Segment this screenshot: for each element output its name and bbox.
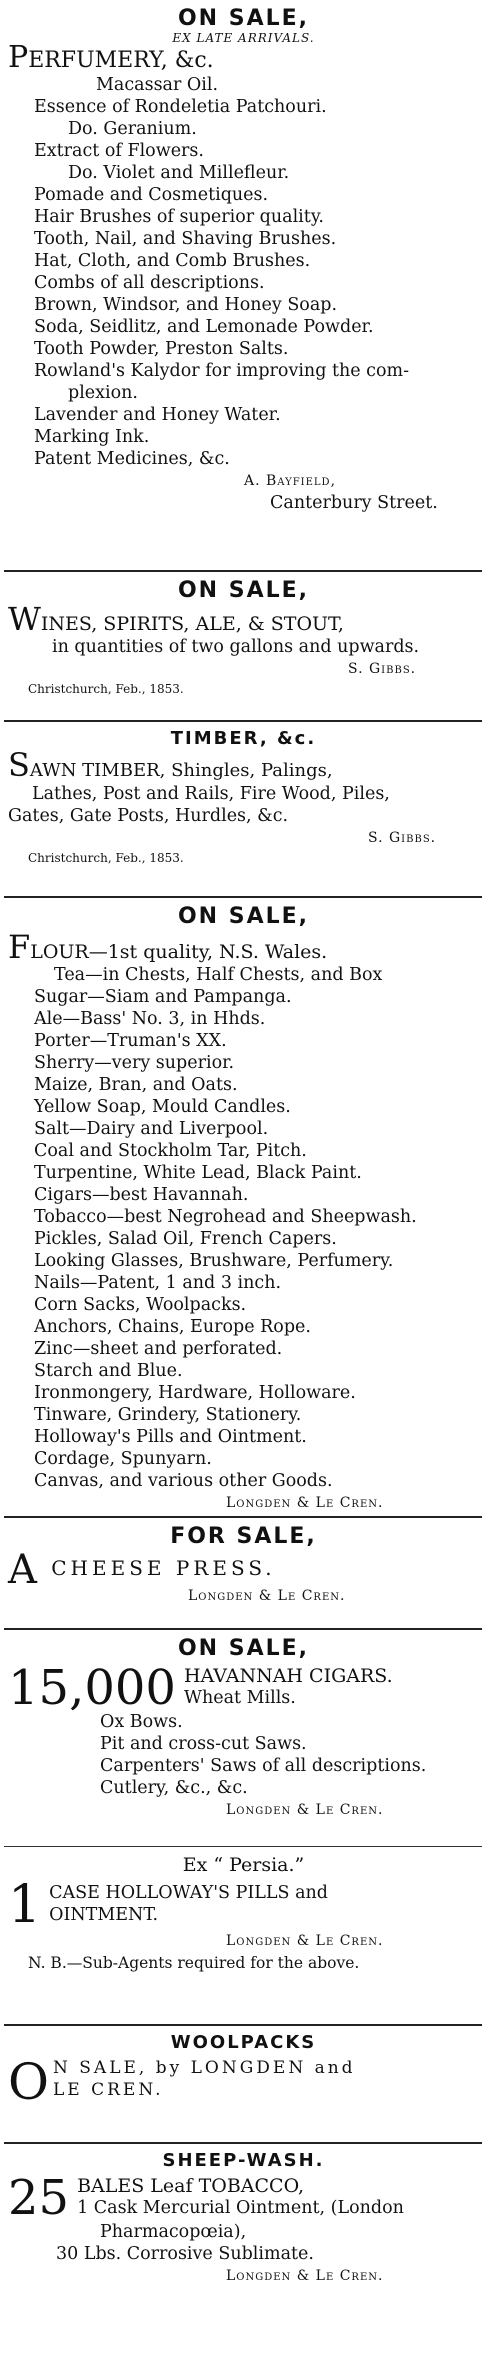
wines-quantity: in quantities of two gallons and upwards. [52,637,420,657]
signature-longden: Longden & Le Cren. [188,1588,346,1604]
list-item: Tinware, Grindery, Stationery. [34,1405,302,1425]
dropcap-p: P [8,40,29,75]
address-canterbury: Canterbury Street. [270,493,438,513]
divider [4,720,482,722]
heading-on-sale: ON SALE, [177,578,310,603]
list-item: Holloway's Pills and Ointment. [34,1427,307,1447]
list-item: Carpenters' Saws of all descriptions. [100,1756,427,1776]
heading-woolpacks: WOOLPACKS [170,2032,317,2053]
divider [4,1846,482,1847]
ad-cheese-press [0,1524,487,1607]
heading-on-sale: ON SALE, [177,1636,310,1661]
signature-longden: Longden & Le Cren. [226,1933,384,1949]
list-item: Cutlery, &c., &c. [100,1778,248,1798]
signature-bayfield: A. Bayfield, [244,473,337,489]
ad-wines-spirits [0,578,487,698]
dropcap-f: F [8,928,31,966]
place-date: Christchurch, Feb., 1853. [28,682,184,696]
sub-agents-note: N. B.—Sub-Agents required for the above. [28,1954,360,1972]
flour-title-rest: LOUR—1st quality, N.S. Wales. [30,941,328,963]
divider [4,2142,482,2144]
list-item: Anchors, Chains, Europe Rope. [34,1317,311,1337]
cigars-body [0,1661,487,1821]
ad-holloways-pills [0,1852,487,1974]
list-item: Cigars—best Havannah. [34,1185,249,1205]
list-item: Do. Geranium. [68,119,197,139]
number-1: 1 [8,1875,42,1935]
list-item: Cordage, Spunyarn. [34,1449,212,1469]
timber-line: Gates, Gate Posts, Hurdles, &c. [8,806,289,826]
signature-gibbs: S. Gibbs. [368,830,437,846]
list-item: Tooth Powder, Preston Salts. [34,339,289,359]
place-date: Christchurch, Feb., 1853. [28,851,184,865]
timber-line: Lathes, Post and Rails, Fire Wood, Piles, [32,784,390,804]
pills-title [8,1875,479,1935]
pills-line: OINTMENT. [49,1905,159,1925]
list-item: Turpentine, White Lead, Black Paint. [34,1163,362,1183]
heading-on-sale: ON SALE, [177,904,310,929]
wines-body [0,600,487,698]
divider [4,1628,482,1630]
pills-title-rest: CASE HOLLOWAY'S PILLS and [49,1883,328,1903]
list-item: Yellow Soap, Mould Candles. [34,1097,291,1117]
list-item: Do. Violet and Millefleur. [68,163,290,183]
timber-title-rest: AWN TIMBER, Shingles, Palings, [29,760,333,781]
list-item: Brown, Windsor, and Honey Soap. [34,295,338,315]
list-item: Tooth, Nail, and Shaving Brushes. [34,229,337,249]
cigars-title [8,1660,479,1716]
ad-woolpacks [0,2032,487,2111]
cheese-title [8,1547,479,1593]
list-item: Macassar Oil. [96,75,219,95]
dropcap-o: O [8,2053,49,2111]
wines-title-rest: INES, SPIRITS, ALE, & STOUT, [40,613,344,635]
list-item: Porter—Truman's XX. [34,1031,227,1051]
list-item: Rowland's Kalydor for improving the com- [34,361,410,381]
list-item: Corn Sacks, Woolpacks. [34,1295,247,1315]
timber-title [8,746,479,784]
flour-body [0,929,487,1514]
list-item: Hat, Cloth, and Comb Brushes. [34,251,311,271]
divider [4,896,482,898]
flour-title [8,928,479,966]
heading-ex-persia: Ex “ Persia.” [182,1854,305,1876]
list-item: Pit and cross-cut Saws. [100,1734,307,1754]
list-item: Looking Glasses, Brushware, Perfumery. [34,1251,394,1271]
list-item: Ironmongery, Hardware, Holloware. [34,1383,356,1403]
list-item: Hair Brushes of superior quality. [34,207,324,227]
heading-sheep-wash: SHEEP-WASH. [162,2150,325,2171]
number-15000: 15,000 [8,1660,176,1716]
list-item: Sherry—very superior. [34,1053,235,1073]
dropcap-s: S [8,746,30,784]
list-item: Salt—Dairy and Liverpool. [34,1119,269,1139]
sheep-wash-line: 30 Lbs. Corrosive Sublimate. [56,2244,314,2264]
cigars-line: Wheat Mills. [183,1688,296,1708]
ad-perfumery [0,0,487,514]
list-item: Extract of Flowers. [34,141,204,161]
sheep-wash-line: 1 Cask Mercurial Ointment, (London [77,2198,404,2218]
woolpacks-line: LE CREN. [53,2080,164,2100]
list-item: Zinc—sheet and perforated. [34,1339,283,1359]
cigars-title-rest: HAVANNAH CIGARS. [183,1665,393,1687]
list-item: Coal and Stockholm Tar, Pitch. [34,1141,307,1161]
list-item: Ox Bows. [100,1712,183,1732]
list-item: Sugar—Siam and Pampanga. [34,987,292,1007]
list-item: Marking Ink. [34,427,150,447]
timber-body [0,746,487,867]
ad-timber [0,728,487,867]
cheese-title-rest: CHEESE PRESS. [51,1556,276,1580]
list-item: Soda, Seidlitz, and Lemonade Powder. [34,317,374,337]
wines-title [8,600,479,638]
divider [4,2024,482,2026]
sheep-wash-title-rest: BALES Leaf TOBACCO, [77,2175,305,2197]
subheading-late-arrivals: EX LATE ARRIVALS. [172,31,315,45]
signature-longden: Longden & Le Cren. [226,1802,384,1818]
list-item: Maize, Bran, and Oats. [34,1075,238,1095]
ad-sheep-wash [0,2150,487,2287]
heading-for-sale: FOR SALE, [170,1524,317,1549]
sheep-wash-body [0,2171,487,2287]
list-item: Tobacco—best Negrohead and Sheepwash. [34,1207,417,1227]
sheep-wash-line: Pharmacopœia), [100,2222,247,2242]
divider [4,570,482,572]
woolpacks-body [0,2053,487,2111]
signature-gibbs: S. Gibbs. [348,661,417,677]
list-item: Tea—in Chests, Half Chests, and Box [54,965,383,985]
heading-on-sale: ON SALE, [177,6,310,31]
list-item: Starch and Blue. [34,1361,183,1381]
ad-flour-general-goods [0,904,487,1514]
list-item: Pickles, Salad Oil, French Capers. [34,1229,337,1249]
list-item: Ale—Bass' No. 3, in Hhds. [34,1009,266,1029]
woolpacks-title-rest: N SALE, by LONGDEN and [53,2058,356,2078]
signature-longden: Longden & Le Cren. [226,1495,384,1511]
dropcap-w: W [8,600,41,638]
signature-longden: Longden & Le Cren. [226,2268,384,2284]
divider [4,1516,482,1518]
dropcap-a: A [8,1547,37,1593]
sheep-wash-title [8,2170,479,2226]
list-item: Lavender and Honey Water. [34,405,281,425]
list-item: Nails—Patent, 1 and 3 inch. [34,1273,282,1293]
list-item: Canvas, and various other Goods. [34,1471,333,1491]
cheese-body [0,1549,487,1607]
pills-body [0,1875,487,1974]
list-item: Essence of Rondeletia Patchouri. [34,97,327,117]
perfumery-title-block [0,40,487,514]
list-item: plexion. [68,383,138,403]
list-item: Pomade and Cosmetiques. [34,185,269,205]
perfumery-title-rest: ERFUMERY, &c. [28,48,214,73]
list-item: Combs of all descriptions. [34,273,265,293]
heading-timber: TIMBER, &c. [170,728,317,749]
number-25: 25 [8,2170,70,2226]
ad-havannah-cigars [0,1636,487,1821]
perfumery-title [8,40,479,75]
list-item: Patent Medicines, &c. [34,449,230,469]
